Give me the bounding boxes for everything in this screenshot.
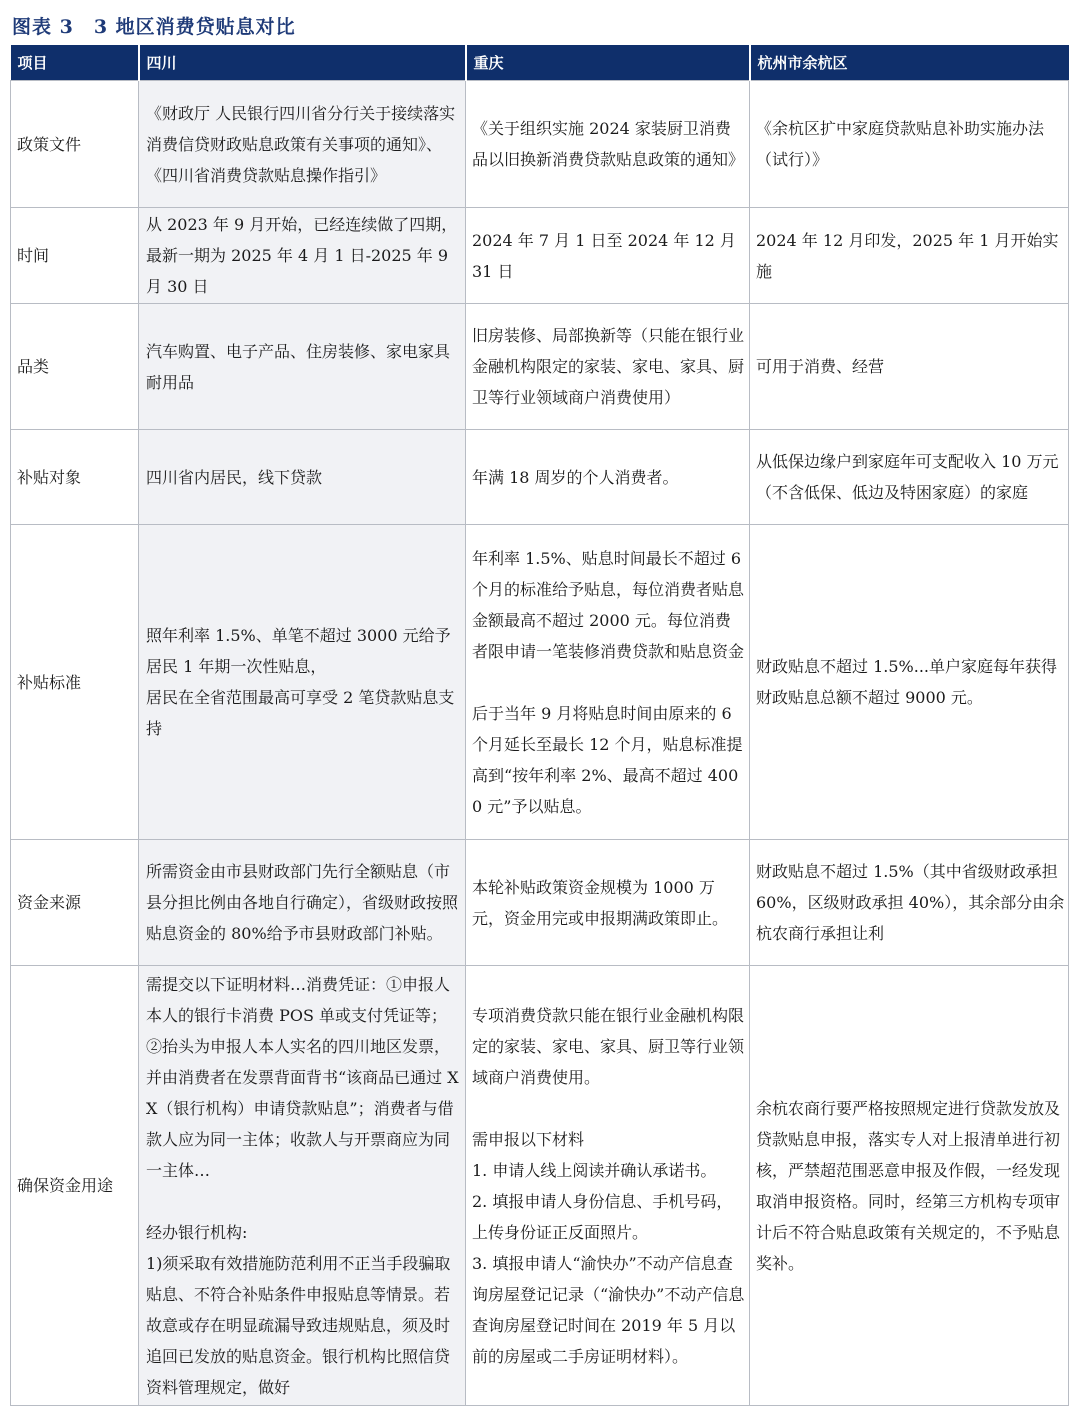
cell-paragraph: 居民在全省范围最高可享受 2 笔贷款贴息支持 xyxy=(146,688,455,738)
table-row xyxy=(11,840,1069,966)
cell-paragraph: 可用于消费、经营 xyxy=(756,357,885,376)
cell-paragraph: 需申报以下材料 xyxy=(472,1129,585,1149)
header-item: 项目 xyxy=(11,45,139,81)
cell-paragraph: 《余杭区扩中家庭贷款贴息补助实施办法（试行）》 xyxy=(756,119,1045,169)
row-item-label: 时间 xyxy=(11,208,139,304)
cell-paragraph xyxy=(146,1186,462,1217)
cell-paragraph: 年满 18 周岁的个人消费者。 xyxy=(472,467,679,487)
cell-sichuan xyxy=(139,430,466,525)
cell-chongqing xyxy=(466,430,750,525)
cell-hangzhou xyxy=(750,208,1069,304)
cell-paragraph xyxy=(472,1093,746,1124)
table-row xyxy=(11,966,1069,1406)
cell-sichuan xyxy=(139,525,466,840)
cell-paragraph: 1)须采取有效措施防范利用不正当手段骗取贴息、不符合补贴条件申报贴息等情景。若故意或存在明显疏漏导致违规贴息，须及时追回已发放的贴息资金。银行机构比照信贷资料管理规定，做好 xyxy=(146,1253,451,1397)
subsidy-comparison-table xyxy=(10,45,1069,1406)
cell-hangzhou xyxy=(750,430,1069,525)
cell-sichuan xyxy=(139,208,466,304)
cell-paragraph: 经办银行机构: xyxy=(146,1222,248,1242)
row-item-label: 资金来源 xyxy=(11,840,139,966)
header-chongqing: 重庆 xyxy=(466,45,750,81)
cell-hangzhou xyxy=(750,304,1069,430)
cell-paragraph: 财政贴息不超过 1.5%（其中省级财政承担 60%，区级财政承担 40%），其余部分由余杭农商行承担让利 xyxy=(756,862,1065,943)
table-row xyxy=(11,525,1069,840)
row-item-label: 品类 xyxy=(11,304,139,430)
table-row xyxy=(11,81,1069,208)
figure-caption: 图表 3 3 地区消费贷贴息对比 xyxy=(12,16,296,38)
row-item-label: 补贴对象 xyxy=(11,430,139,525)
cell-paragraph: 年利率 1.5%、贴息时间最长不超过 6 个月的标准给予贴息，每位消费者贴息金额最高不超过 2000 元。每位消费者限申请一笔装修消费贷款和贴息资金 xyxy=(472,548,745,661)
cell-paragraph: 2024 年 12 月印发，2025 年 1 月开始实施 xyxy=(756,230,1059,281)
cell-paragraph: 旧房装修、局部换新等（只能在银行业金融机构限定的家装、家电、家具、厨卫等行业领域商户消费使用） xyxy=(472,326,745,407)
header-hangzhou: 杭州市余杭区 xyxy=(750,45,1069,81)
cell-paragraph: 本轮补贴政策资金规模为 1000 万元，资金用完或申报期满政策即止。 xyxy=(472,877,729,928)
cell-chongqing xyxy=(466,525,750,840)
cell-paragraph: 《关于组织实施 2024 家装厨卫消费品以旧换新消费贷款贴息政策的通知》 xyxy=(472,119,745,169)
cell-hangzhou xyxy=(750,81,1069,208)
cell-paragraph: 照年利率 1.5%、单笔不超过 3000 元给予居民 1 年期一次性贴息， xyxy=(146,626,451,676)
cell-paragraph: 汽车购置、电子产品、住房装修、家电家具耐用品 xyxy=(146,341,451,392)
cell-paragraph: 后于当年 9 月将贴息时间由原来的 6 个月延长至最长 12 个月，贴息标准提高到“按年利率 2%、最高不超过 4000 元”予以贴息。 xyxy=(472,703,743,816)
cell-sichuan xyxy=(139,81,466,208)
cell-sichuan xyxy=(139,966,466,1406)
table-row xyxy=(11,430,1069,525)
cell-paragraph: 所需资金由市县财政部门先行全额贴息（市县分担比例由各地自行确定），省级财政按照贴息资金的 80%给予市县财政部门补贴。 xyxy=(146,862,459,943)
table-row xyxy=(11,304,1069,430)
cell-chongqing xyxy=(466,966,750,1406)
cell-paragraph: 2024 年 7 月 1 日至 2024 年 12 月 31 日 xyxy=(472,230,736,281)
cell-hangzhou xyxy=(750,840,1069,966)
cell-sichuan xyxy=(139,304,466,430)
cell-paragraph: 3. 填报申请人“渝快办”不动产信息查询房屋登记记录（“渝快办”不动产信息查询房屋登记时间在 2019 年 5 月以前的房屋或二手房证明材料）。 xyxy=(472,1253,745,1366)
table-header-row xyxy=(11,45,1069,81)
cell-paragraph: 从 2023 年 9 月开始，已经连续做了四期，最新一期为 2025 年 4 月 1 日-2025 年 9 月 30 日 xyxy=(146,215,458,296)
cell-chongqing xyxy=(466,840,750,966)
cell-chongqing xyxy=(466,304,750,430)
table-row xyxy=(11,208,1069,304)
cell-chongqing xyxy=(466,208,750,304)
cell-paragraph: 1. 申请人线上阅读并确认承诺书。 xyxy=(472,1160,717,1180)
row-item-label: 补贴标准 xyxy=(11,525,139,840)
cell-paragraph: 财政贴息不超过 1.5%...单户家庭每年获得财政贴息总额不超过 9000 元。 xyxy=(756,657,1057,707)
cell-paragraph: 需提交以下证明材料…消费凭证：①申报人本人的银行卡消费 POS 单或支付凭证等；②抬头为申报人本人实名的四川地区发票，并由消费者在发票背面背书“该商品已通过 XX（银行机构）申请贷款贴息”；消费者与借款人应为同一主体；收款人与开票商应为同一主体… xyxy=(146,974,459,1180)
cell-paragraph: 四川省内居民，线下贷款 xyxy=(146,467,323,487)
cell-paragraph: 2. 填报申请人身份信息、手机号码，上传身份证正反面照片。 xyxy=(472,1191,733,1242)
cell-hangzhou xyxy=(750,525,1069,840)
row-item-label: 确保资金用途 xyxy=(11,966,139,1406)
cell-paragraph: 专项消费贷款只能在银行业金融机构限定的家装、家电、家具、厨卫等行业领域商户消费使用。 xyxy=(472,1005,745,1087)
cell-paragraph: 《财政厅 人民银行四川省分行关于接续落实消费信贷财政贴息政策有关事项的通知》、《四川省消费贷款贴息操作指引》 xyxy=(146,103,456,185)
header-sichuan: 四川 xyxy=(139,45,466,81)
row-item-label: 政策文件 xyxy=(11,81,139,208)
cell-hangzhou xyxy=(750,966,1069,1406)
cell-chongqing xyxy=(466,81,750,208)
cell-paragraph xyxy=(472,667,746,698)
cell-sichuan xyxy=(139,840,466,966)
cell-paragraph: 从低保边缘户到家庭年可支配收入 10 万元（不含低保、低边及特困家庭）的家庭 xyxy=(756,452,1059,502)
cell-paragraph: 余杭农商行要严格按照规定进行贷款发放及贷款贴息申报，落实专人对上报清单进行初核，严禁超范围恶意申报及作假，一经发现取消申报资格。同时，经第三方机构专项审计后不符合贴息政策有关规定的，不予贴息奖补。 xyxy=(756,1098,1061,1273)
